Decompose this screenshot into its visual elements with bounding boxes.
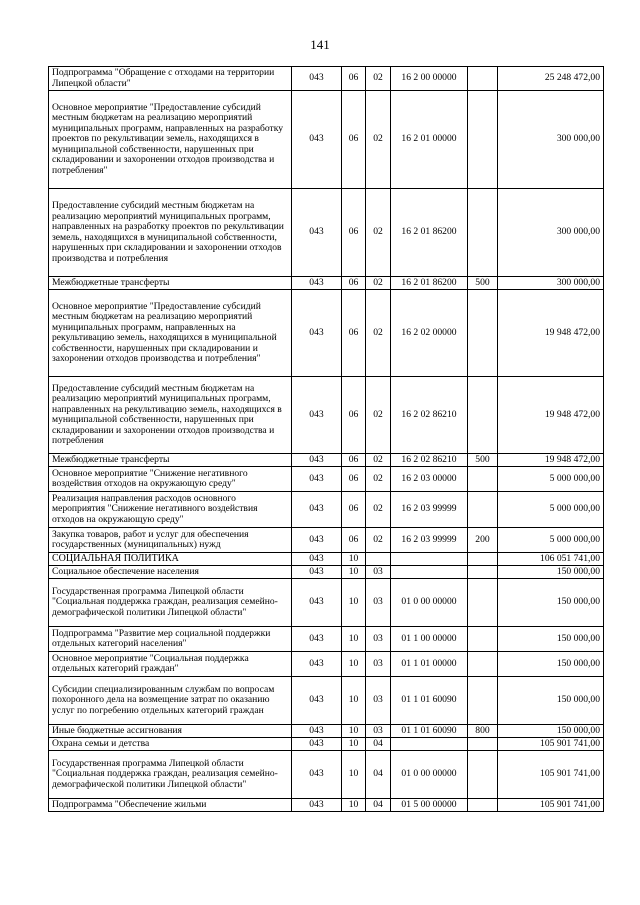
target-article-cell: 16 2 03 99999 bbox=[391, 528, 468, 553]
table-row bbox=[49, 467, 604, 492]
table-row bbox=[49, 579, 604, 627]
subsection-code-cell: 03 bbox=[366, 627, 391, 652]
table-row bbox=[49, 91, 604, 189]
target-article-cell: 16 2 02 86210 bbox=[391, 377, 468, 454]
target-article-cell: 16 2 02 00000 bbox=[391, 290, 468, 377]
amount-cell: 300 000,00 bbox=[498, 189, 604, 277]
ministry-code-cell: 043 bbox=[292, 454, 342, 467]
subsection-code-cell: 02 bbox=[366, 67, 391, 91]
expense-type-cell bbox=[468, 677, 498, 725]
amount-cell: 150 000,00 bbox=[498, 652, 604, 677]
section-code-cell: 06 bbox=[342, 492, 366, 528]
expense-name-cell: Основное мероприятие "Социальная поддержка отдельных категорий граждан" bbox=[49, 652, 292, 677]
expense-name-cell: Предоставление субсидий местным бюджетам на реализацию мероприятий муниципальных программ, направленных на разработку проектов по рекультивации земель, находящихся в муниципальной собственности, нарушенных при складировании и захоронении отходов производства и потребления bbox=[49, 189, 292, 277]
amount-cell: 105 901 741,00 bbox=[498, 799, 604, 812]
table-row bbox=[49, 566, 604, 579]
expense-type-cell bbox=[468, 467, 498, 492]
amount-cell: 150 000,00 bbox=[498, 566, 604, 579]
expense-type-cell bbox=[468, 652, 498, 677]
ministry-code-cell: 043 bbox=[292, 467, 342, 492]
section-code-cell: 10 bbox=[342, 751, 366, 799]
section-code-cell: 10 bbox=[342, 725, 366, 738]
subsection-code-cell: 03 bbox=[366, 566, 391, 579]
ministry-code-cell: 043 bbox=[292, 277, 342, 290]
subsection-code-cell: 03 bbox=[366, 725, 391, 738]
expense-name-cell: Межбюджетные трансферты bbox=[49, 454, 292, 467]
expense-type-cell bbox=[468, 738, 498, 751]
page-number: 141 bbox=[310, 37, 330, 52]
ministry-code-cell: 043 bbox=[292, 725, 342, 738]
target-article-cell bbox=[391, 566, 468, 579]
expense-name-cell: СОЦИАЛЬНАЯ ПОЛИТИКА bbox=[49, 553, 292, 566]
expense-type-cell bbox=[468, 189, 498, 277]
section-code-cell: 10 bbox=[342, 627, 366, 652]
budget-table bbox=[48, 66, 604, 812]
expense-name-cell: Государственная программа Липецкой области "Социальная поддержка граждан, реализация семейно-демографической политики Липецкой области" bbox=[49, 751, 292, 799]
subsection-code-cell: 02 bbox=[366, 454, 391, 467]
table-row bbox=[49, 553, 604, 566]
table-row bbox=[49, 377, 604, 454]
section-code-cell: 06 bbox=[342, 67, 366, 91]
subsection-code-cell: 04 bbox=[366, 799, 391, 812]
section-code-cell: 10 bbox=[342, 553, 366, 566]
target-article-cell: 16 2 03 00000 bbox=[391, 467, 468, 492]
section-code-cell: 06 bbox=[342, 467, 366, 492]
expense-type-cell bbox=[468, 799, 498, 812]
subsection-code-cell: 04 bbox=[366, 738, 391, 751]
ministry-code-cell: 043 bbox=[292, 738, 342, 751]
section-code-cell: 06 bbox=[342, 454, 366, 467]
ministry-code-cell: 043 bbox=[292, 290, 342, 377]
table-row bbox=[49, 67, 604, 91]
subsection-code-cell: 03 bbox=[366, 652, 391, 677]
target-article-cell: 16 2 00 00000 bbox=[391, 67, 468, 91]
expense-name-cell: Реализация направления расходов основного мероприятия "Снижение негативного воздействия отходов на окружающую среду" bbox=[49, 492, 292, 528]
amount-cell: 5 000 000,00 bbox=[498, 467, 604, 492]
table-row bbox=[49, 627, 604, 652]
expense-type-cell: 500 bbox=[468, 454, 498, 467]
table-row bbox=[49, 725, 604, 738]
table-row bbox=[49, 799, 604, 812]
table-row bbox=[49, 751, 604, 799]
table-row bbox=[49, 189, 604, 277]
subsection-code-cell: 02 bbox=[366, 277, 391, 290]
expense-type-cell bbox=[468, 553, 498, 566]
ministry-code-cell: 043 bbox=[292, 377, 342, 454]
target-article-cell: 01 1 01 60090 bbox=[391, 677, 468, 725]
section-code-cell: 10 bbox=[342, 677, 366, 725]
expense-name-cell: Субсидии специализированным службам по вопросам похоронного дела на возмещение затрат по оказанию услуг по погребению отдельных категорий граждан bbox=[49, 677, 292, 725]
target-article-cell: 16 2 01 00000 bbox=[391, 91, 468, 189]
amount-cell: 150 000,00 bbox=[498, 627, 604, 652]
expense-type-cell bbox=[468, 627, 498, 652]
expense-type-cell bbox=[468, 579, 498, 627]
ministry-code-cell: 043 bbox=[292, 492, 342, 528]
amount-cell: 19 948 472,00 bbox=[498, 454, 604, 467]
amount-cell: 5 000 000,00 bbox=[498, 492, 604, 528]
table-row bbox=[49, 277, 604, 290]
ministry-code-cell: 043 bbox=[292, 67, 342, 91]
subsection-code-cell: 02 bbox=[366, 467, 391, 492]
subsection-code-cell: 03 bbox=[366, 579, 391, 627]
ministry-code-cell: 043 bbox=[292, 528, 342, 553]
target-article-cell: 01 1 01 00000 bbox=[391, 652, 468, 677]
subsection-code-cell: 02 bbox=[366, 189, 391, 277]
expense-name-cell: Основное мероприятие "Предоставление субсидий местным бюджетам на реализацию мероприятий муниципальных программ, направленных на рекультивацию земель, находящихся в муниципальной собственности, нарушенных при складировании и захоронении отходов производства и потребления" bbox=[49, 290, 292, 377]
target-article-cell bbox=[391, 553, 468, 566]
target-article-cell: 16 2 02 86210 bbox=[391, 454, 468, 467]
section-code-cell: 10 bbox=[342, 738, 366, 751]
ministry-code-cell: 043 bbox=[292, 799, 342, 812]
subsection-code-cell: 02 bbox=[366, 528, 391, 553]
expense-name-cell: Предоставление субсидий местным бюджетам на реализацию мероприятий муниципальных программ, направленных на рекультивацию земель, находящихся в муниципальной собственности, нарушенных при складировании и захоронении отходов производства и потребления bbox=[49, 377, 292, 454]
expense-type-cell bbox=[468, 566, 498, 579]
expense-name-cell: Иные бюджетные ассигнования bbox=[49, 725, 292, 738]
table-row bbox=[49, 454, 604, 467]
subsection-code-cell bbox=[366, 553, 391, 566]
amount-cell: 25 248 472,00 bbox=[498, 67, 604, 91]
ministry-code-cell: 043 bbox=[292, 751, 342, 799]
amount-cell: 5 000 000,00 bbox=[498, 528, 604, 553]
section-code-cell: 06 bbox=[342, 377, 366, 454]
target-article-cell: 01 5 00 00000 bbox=[391, 799, 468, 812]
ministry-code-cell: 043 bbox=[292, 553, 342, 566]
expense-name-cell: Закупка товаров, работ и услуг для обеспечения государственных (муниципальных) нужд bbox=[49, 528, 292, 553]
target-article-cell: 16 2 01 86200 bbox=[391, 189, 468, 277]
expense-type-cell: 800 bbox=[468, 725, 498, 738]
target-article-cell: 16 2 03 99999 bbox=[391, 492, 468, 528]
amount-cell: 106 051 741,00 bbox=[498, 553, 604, 566]
amount-cell: 150 000,00 bbox=[498, 579, 604, 627]
subsection-code-cell: 02 bbox=[366, 377, 391, 454]
target-article-cell: 01 0 00 00000 bbox=[391, 579, 468, 627]
ministry-code-cell: 043 bbox=[292, 91, 342, 189]
expense-type-cell: 500 bbox=[468, 277, 498, 290]
subsection-code-cell: 02 bbox=[366, 492, 391, 528]
subsection-code-cell: 02 bbox=[366, 290, 391, 377]
amount-cell: 19 948 472,00 bbox=[498, 377, 604, 454]
expense-type-cell bbox=[468, 91, 498, 189]
amount-cell: 105 901 741,00 bbox=[498, 738, 604, 751]
subsection-code-cell: 04 bbox=[366, 751, 391, 799]
target-article-cell: 01 1 00 00000 bbox=[391, 627, 468, 652]
expense-type-cell bbox=[468, 751, 498, 799]
subsection-code-cell: 02 bbox=[366, 91, 391, 189]
target-article-cell: 16 2 01 86200 bbox=[391, 277, 468, 290]
amount-cell: 105 901 741,00 bbox=[498, 751, 604, 799]
target-article-cell: 01 1 01 60090 bbox=[391, 725, 468, 738]
section-code-cell: 10 bbox=[342, 799, 366, 812]
expense-name-cell: Основное мероприятие "Предоставление субсидий местным бюджетам на реализацию мероприятий муниципальных программ, направленных на разработку проектов по рекультивации земель, находящихся в муниципальной собственности, нарушенных при складировании и захоронении отходов производства и потребления" bbox=[49, 91, 292, 189]
expense-name-cell: Подпрограмма "Обеспечение жильми bbox=[49, 799, 292, 812]
table-row bbox=[49, 290, 604, 377]
expense-type-cell bbox=[468, 377, 498, 454]
expense-type-cell bbox=[468, 290, 498, 377]
expense-name-cell: Охрана семьи и детства bbox=[49, 738, 292, 751]
section-code-cell: 10 bbox=[342, 579, 366, 627]
expense-name-cell: Подпрограмма "Обращение с отходами на территории Липецкой области" bbox=[49, 67, 292, 91]
section-code-cell: 10 bbox=[342, 566, 366, 579]
expense-name-cell: Межбюджетные трансферты bbox=[49, 277, 292, 290]
section-code-cell: 10 bbox=[342, 652, 366, 677]
subsection-code-cell: 03 bbox=[366, 677, 391, 725]
expense-name-cell: Государственная программа Липецкой области "Социальная поддержка граждан, реализация семейно-демографической политики Липецкой области" bbox=[49, 579, 292, 627]
table-row bbox=[49, 528, 604, 553]
amount-cell: 150 000,00 bbox=[498, 725, 604, 738]
target-article-cell bbox=[391, 738, 468, 751]
amount-cell: 150 000,00 bbox=[498, 677, 604, 725]
section-code-cell: 06 bbox=[342, 189, 366, 277]
ministry-code-cell: 043 bbox=[292, 652, 342, 677]
table-row bbox=[49, 677, 604, 725]
ministry-code-cell: 043 bbox=[292, 627, 342, 652]
expense-type-cell: 200 bbox=[468, 528, 498, 553]
section-code-cell: 06 bbox=[342, 290, 366, 377]
ministry-code-cell: 043 bbox=[292, 677, 342, 725]
section-code-cell: 06 bbox=[342, 91, 366, 189]
table-row bbox=[49, 652, 604, 677]
ministry-code-cell: 043 bbox=[292, 189, 342, 277]
amount-cell: 19 948 472,00 bbox=[498, 290, 604, 377]
section-code-cell: 06 bbox=[342, 277, 366, 290]
expense-type-cell bbox=[468, 492, 498, 528]
ministry-code-cell: 043 bbox=[292, 566, 342, 579]
expense-name-cell: Основное мероприятие "Снижение негативного воздействия отходов на окружающую среду" bbox=[49, 467, 292, 492]
expense-type-cell bbox=[468, 67, 498, 91]
expense-name-cell: Социальное обеспечение населения bbox=[49, 566, 292, 579]
amount-cell: 300 000,00 bbox=[498, 277, 604, 290]
table-row bbox=[49, 738, 604, 751]
amount-cell: 300 000,00 bbox=[498, 91, 604, 189]
target-article-cell: 01 0 00 00000 bbox=[391, 751, 468, 799]
table-row bbox=[49, 492, 604, 528]
section-code-cell: 06 bbox=[342, 528, 366, 553]
expense-name-cell: Подпрограмма "Развитие мер социальной поддержки отдельных категорий населения" bbox=[49, 627, 292, 652]
ministry-code-cell: 043 bbox=[292, 579, 342, 627]
